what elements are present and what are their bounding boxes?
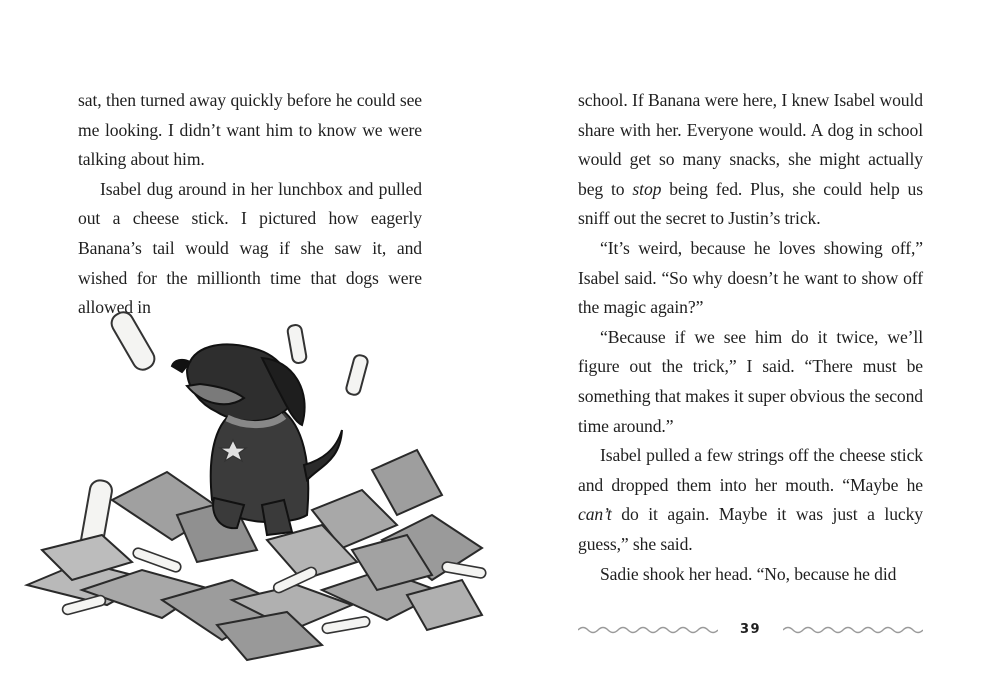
emphasis: can’t: [578, 504, 612, 525]
emphasis: stop: [632, 178, 662, 199]
left-page-text: [78, 86, 422, 323]
paragraph: sat, then turned away quickly before he could see me looking. I didn’t want him to know we were talking about him.: [78, 90, 422, 170]
right-page-text: [578, 86, 923, 589]
paragraph: school. If Banana were here, I knew Isabel would share with her. Everyone would. A dog in school would get so many snacks, she might actually beg to stop being fed. Plus, she could help us sniff out the secret to Justin’s trick.: [578, 90, 924, 229]
right-page: [500, 0, 1000, 689]
wave-ornament-left: [578, 624, 718, 636]
dog-cheese-illustration: [22, 300, 497, 675]
paragraph: “It’s weird, because he loves showing off,” Isabel said. “So why doesn’t he want to show off the magic again?”: [578, 237, 923, 318]
paragraph: Isabel pulled a few strings off the cheese stick and dropped them into her mouth. “Maybe he can’t do it again. Maybe it was just a lucky guess,” she said.: [578, 445, 923, 554]
page-footer: [578, 618, 923, 642]
wave-ornament-right: [783, 624, 923, 636]
page-number: 39: [739, 622, 762, 637]
paragraph: Sadie shook her head. “No, because he did: [600, 563, 897, 584]
paragraph: Isabel dug around in her lunchbox and pulled out a cheese stick. I pictured how eagerly Banana’s tail would wag if she saw it, and wished for the millionth time that dogs were allowed in: [78, 178, 422, 318]
paragraph: “Because if we see him do it twice, we’ll figure out the trick,” I said. “There must be something that makes it super obvious the second time around.”: [578, 326, 923, 436]
